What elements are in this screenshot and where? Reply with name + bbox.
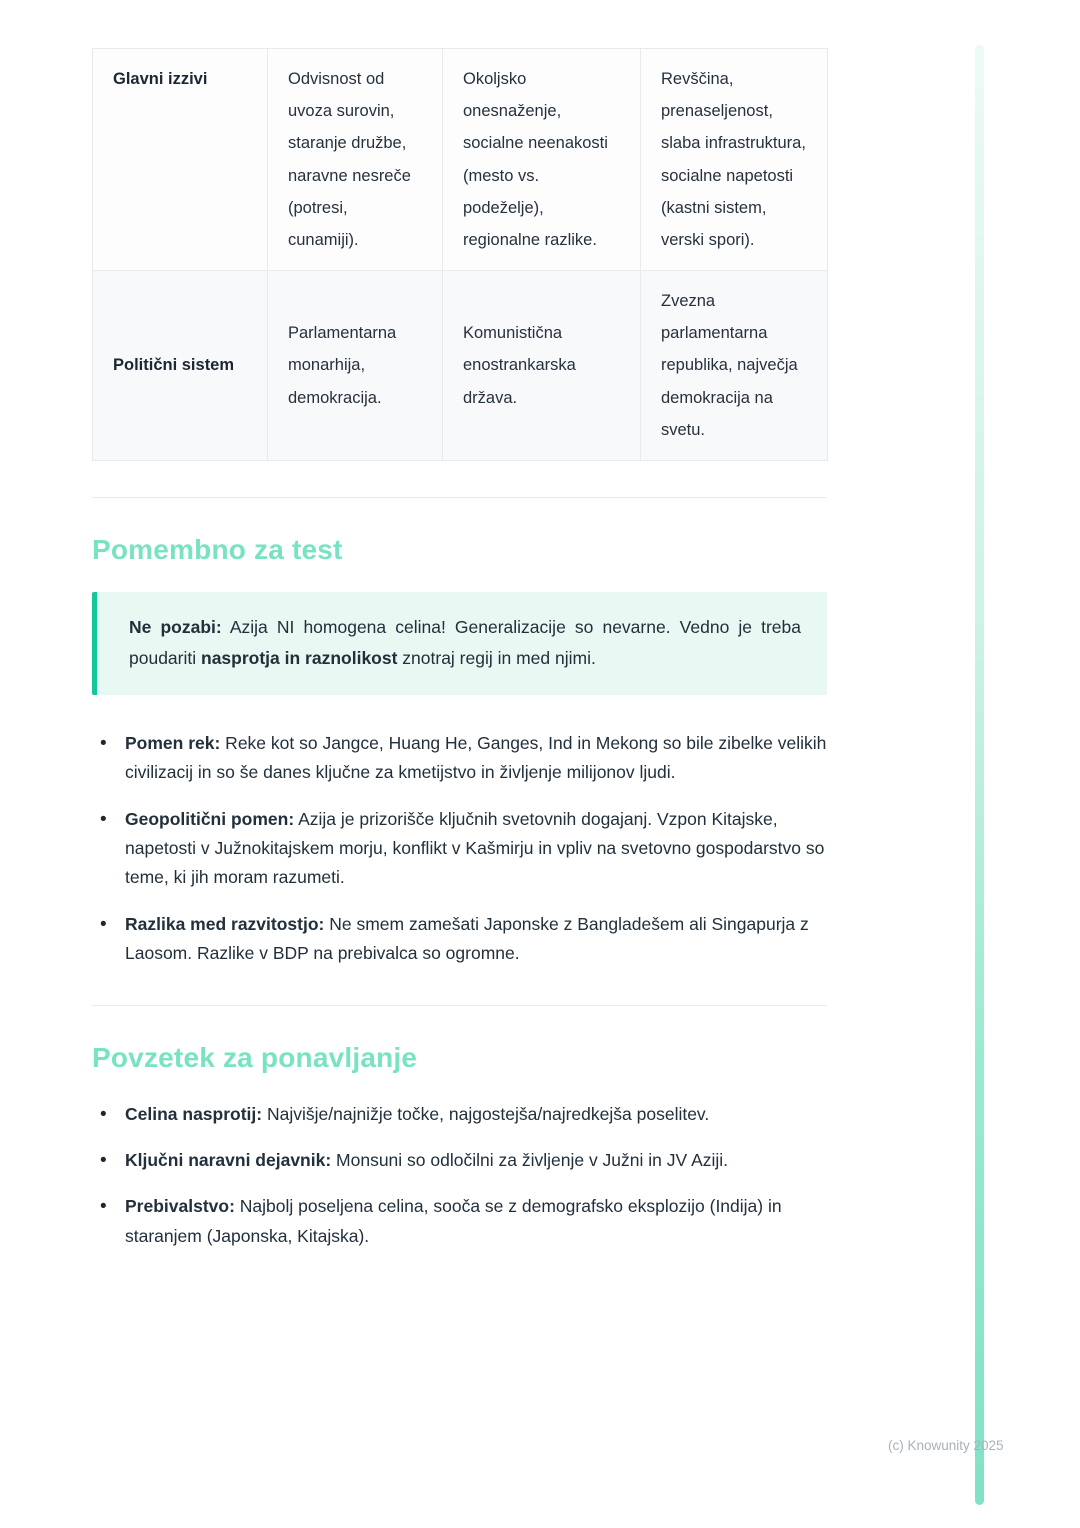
- callout-bold-lead: Ne pozabi:: [129, 616, 222, 637]
- table-row-header: Glavni izzivi: [93, 49, 268, 271]
- bullet-text: Najbolj poseljena celina, sooča se z demografsko eksplozijo (Indija) in staranjem (Japonska, Kitajska).: [125, 1196, 782, 1246]
- table-row: [93, 271, 828, 461]
- section-divider: [92, 1005, 827, 1006]
- section-heading-summary: Povzetek za ponavljanje: [92, 1041, 418, 1073]
- bullet-lead: Celina nasprotij:: [125, 1103, 263, 1124]
- copyright-notice: (c) Knowunity 2025: [888, 1438, 1004, 1453]
- bullet-lead: Razlika med razvitostjo:: [125, 913, 325, 934]
- bullet-lead: Ključni naravni dejavnik:: [125, 1150, 332, 1171]
- bullet-list-test: [92, 729, 827, 969]
- table-cell: Zvezna parlamentarna republika, največja demokracija na svetu.: [641, 271, 828, 461]
- comparison-table: [92, 48, 828, 461]
- list-item: [92, 729, 827, 788]
- table-cell: Komunistična enostrankarska država.: [443, 271, 641, 461]
- bullet-text: Ne smem zamešati Japonske z Bangladešem ali Singapurja z Laosom. Razlike v BDP na prebivalca so ogromne.: [125, 913, 809, 964]
- list-item: [92, 805, 827, 893]
- bullet-lead: Geopolitični pomen:: [125, 808, 295, 829]
- page-accent-bar: [975, 45, 984, 1505]
- bullet-text: Najvišje/najnižje točke, najgostejša/najredkejša poselitev.: [262, 1103, 710, 1124]
- table-row-header: Politični sistem: [93, 271, 268, 461]
- callout-bold-emphasis: nasprotja in raznolikost: [201, 648, 398, 669]
- callout-note: [92, 592, 827, 695]
- bullet-lead: Prebivalstvo:: [125, 1196, 235, 1217]
- table-cell: Odvisnost od uvoza surovin, staranje družbe, naravne nesreče (potresi, cunamiji).: [268, 49, 443, 271]
- bullet-text: Azija je prizorišče ključnih svetovnih dogajanj. Vzpon Kitajske, napetosti v Južnokitajskem morju, konflikt v Kašmirju in vpliv na svetovno gospodarstvo so teme, ki jih moram razumeti.: [125, 808, 825, 888]
- table-cell: Parlamentarna monarhija, demokracija.: [268, 271, 443, 461]
- callout-text: Azija NI homogena celina! Generalizacije so nevarne. Vedno je treba poudariti: [129, 616, 801, 669]
- bullet-text: Monsuni so odločilni za življenje v Južni in JV Aziji.: [331, 1150, 729, 1171]
- bullet-text: Reke kot so Jangce, Huang He, Ganges, Ind in Mekong so bile zibelke velikih civilizacij in so še danes ključne za kmetijstvo in življenje milijonov ljudi.: [125, 732, 827, 783]
- list-item: [92, 1100, 827, 1129]
- list-item: [92, 1146, 827, 1175]
- document-content: [92, 48, 827, 1268]
- table-cell: Okoljsko onesnaženje, socialne neenakosti (mesto vs. podeželje), regionalne razlike.: [443, 49, 641, 271]
- bullet-list-summary: [92, 1100, 827, 1252]
- list-item: [92, 910, 827, 969]
- table-row: [93, 49, 828, 271]
- section-heading-test: Pomembno za test: [92, 533, 343, 565]
- bullet-lead: Pomen rek:: [125, 732, 221, 753]
- callout-text: znotraj regij in med njimi.: [397, 648, 596, 669]
- list-item: [92, 1192, 827, 1251]
- section-divider: [92, 497, 827, 498]
- table-cell: Revščina, prenaseljenost, slaba infrastruktura, socialne napetosti (kastni sistem, verski spori).: [641, 49, 828, 271]
